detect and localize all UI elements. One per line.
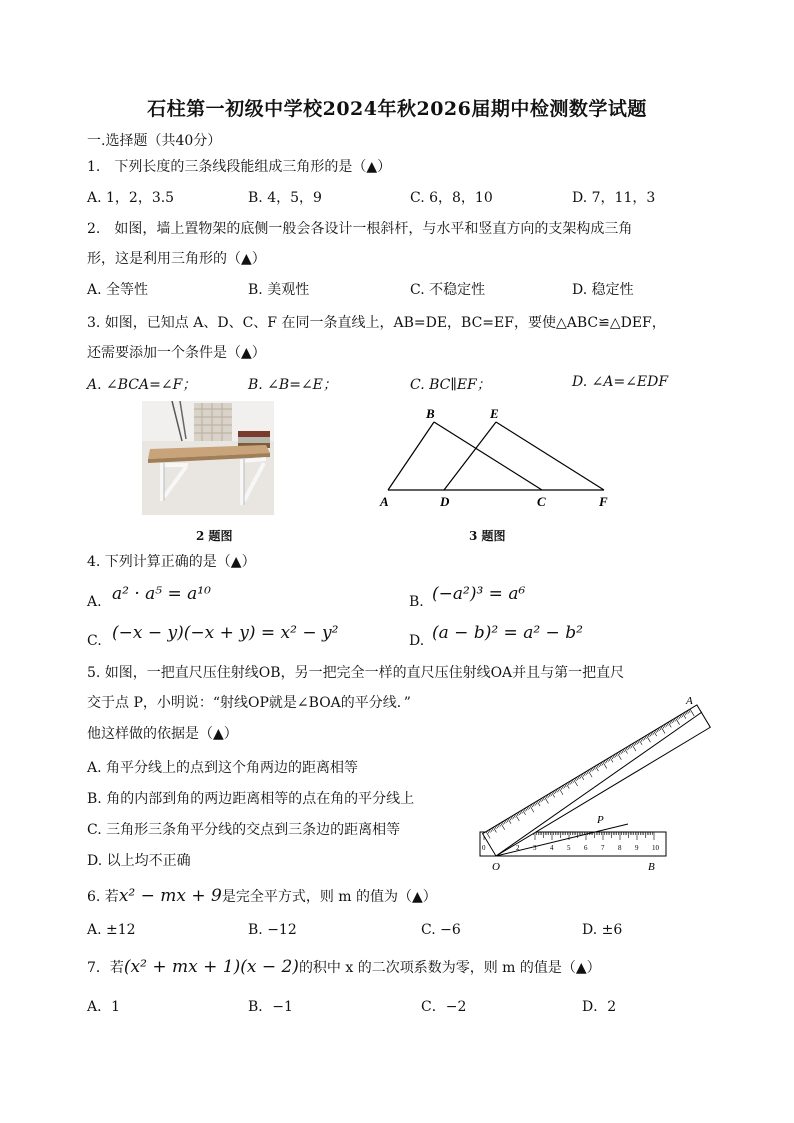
ruler-number: 4 bbox=[550, 844, 554, 852]
q1-option-b: B. 4，5，9 bbox=[248, 190, 322, 206]
figure-3-caption: 3 题图 bbox=[469, 529, 506, 543]
q2-option-b: B. 美观性 bbox=[248, 282, 310, 298]
ruler-number: 8 bbox=[618, 844, 622, 852]
q1-option-d: D. 7，11，3 bbox=[572, 190, 656, 206]
question-5-stem-line3: 他这样做的依据是（▲） bbox=[87, 726, 238, 742]
triangle-figure bbox=[374, 402, 624, 512]
q7-suffix: 的积中 x 的二次项系数为零，则 m 的值是（▲） bbox=[298, 960, 601, 976]
q3-option-c: C. BC∥EF； bbox=[410, 377, 491, 393]
question-2-stem-line2: 形，这是利用三角形的（▲） bbox=[87, 251, 266, 267]
figure-2-caption: 2 题图 bbox=[196, 529, 233, 543]
q7-prefix: 7．若 bbox=[87, 960, 124, 976]
question-4-stem: 4. 下列计算正确的是（▲） bbox=[87, 554, 256, 570]
q3-option-b: B. ∠B=∠E； bbox=[248, 377, 337, 393]
q4-option-a-label: A. bbox=[87, 594, 102, 610]
q7-option-d: D．2 bbox=[582, 999, 617, 1015]
q7-option-c: C．−2 bbox=[421, 999, 467, 1015]
label-d: D bbox=[440, 494, 450, 509]
ruler-label-o: O bbox=[492, 861, 500, 873]
question-5-stem-line2: 交于点 P，小明说：“射线OP就是∠BOA的平分线．” bbox=[87, 695, 411, 711]
label-a: A bbox=[380, 494, 389, 509]
label-e: E bbox=[490, 406, 499, 421]
question-6-stem bbox=[87, 886, 437, 906]
q4-option-c-label: C. bbox=[87, 633, 102, 649]
ruler-label-p: P bbox=[597, 814, 604, 826]
q5-option-b: B. 角的内部到角的两边距离相等的点在角的平分线上 bbox=[87, 791, 415, 807]
q2-option-c: C. 不稳定性 bbox=[410, 282, 486, 298]
q3-option-a: A. ∠BCA=∠F； bbox=[87, 377, 197, 393]
page-title: 石柱第一初级中学校2024年秋2026届期中检测数学试题 bbox=[147, 98, 647, 120]
q7-option-a: A．1 bbox=[87, 999, 121, 1015]
label-c: C bbox=[537, 494, 546, 509]
q4-option-d-expression: (a − b)² = a² − b² bbox=[432, 623, 583, 643]
question-2-stem-line1: 2. 如图，墙上置物架的底侧一般会各设计一根斜杆，与水平和竖直方向的支架构成三角 bbox=[87, 221, 633, 237]
q6-option-d: D. ±6 bbox=[582, 922, 623, 938]
q1-option-c: C. 6，8，10 bbox=[410, 190, 493, 206]
label-b: B bbox=[426, 406, 435, 421]
ruler-number: 10 bbox=[652, 844, 659, 852]
question-1-stem: 1. 下列长度的三条线段能组成三角形的是（▲） bbox=[87, 159, 392, 175]
question-3-stem-line2: 还需要添加一个条件是（▲） bbox=[87, 345, 266, 361]
q2-option-d: D. 稳定性 bbox=[572, 282, 634, 298]
ruler-number: 5 bbox=[567, 844, 571, 852]
question-3-stem-line1: 3. 如图，已知点 A、D、C、F 在同一条直线上，AB=DE，BC=EF，要使△ABC≌△DEF， bbox=[87, 315, 666, 331]
ruler-number: 2 bbox=[516, 844, 520, 852]
q4-option-a-expression: a² · a⁵ = a¹⁰ bbox=[112, 584, 211, 604]
ruler-number: 9 bbox=[635, 844, 639, 852]
q4-option-c-expression: (−x − y)(−x + y) = x² − y² bbox=[112, 623, 339, 643]
question-7-stem bbox=[87, 957, 601, 977]
ruler-label-b: B bbox=[648, 861, 655, 873]
q3-option-d: D. ∠A=∠EDF bbox=[572, 374, 669, 390]
ruler-number: 3 bbox=[533, 844, 537, 852]
ruler-label-a: A bbox=[686, 695, 693, 707]
q5-option-c: C. 三角形三条角平分线的交点到三条边的距离相等 bbox=[87, 822, 401, 838]
section-heading: 一.选择题（共40分） bbox=[87, 133, 222, 149]
ruler-number: 0 bbox=[482, 844, 486, 852]
q6-suffix: 是完全平方式，则 m 的值为（▲） bbox=[221, 889, 437, 905]
ruler-number: 6 bbox=[584, 844, 588, 852]
label-f: F bbox=[599, 494, 608, 509]
q2-option-a: A. 全等性 bbox=[87, 282, 149, 298]
q6-option-b: B. −12 bbox=[248, 922, 297, 938]
q1-option-a: A. 1，2，3.5 bbox=[87, 190, 175, 206]
q7-option-b: B．−1 bbox=[248, 999, 293, 1015]
q4-option-b-expression: (−a²)³ = a⁶ bbox=[432, 584, 526, 604]
q5-option-d: D. 以上均不正确 bbox=[87, 853, 191, 869]
q7-expression: (x² + mx + 1)(x − 2) bbox=[123, 957, 299, 977]
question-5-stem-line1: 5. 如图，一把直尺压住射线OB，另一把完全一样的直尺压住射线OA并且与第一把直尺 bbox=[87, 665, 625, 681]
ruler-number: 7 bbox=[601, 844, 605, 852]
q4-option-d-label: D. bbox=[409, 633, 425, 649]
ruler-figure bbox=[476, 690, 728, 876]
q6-option-a: A. ±12 bbox=[87, 922, 136, 938]
q6-option-c: C. −6 bbox=[421, 922, 461, 938]
shelf-photo bbox=[142, 401, 274, 515]
q6-prefix: 6. 若 bbox=[87, 889, 119, 905]
q5-option-a: A. 角平分线上的点到这个角两边的距离相等 bbox=[87, 760, 359, 776]
q4-option-b-label: B. bbox=[409, 594, 424, 610]
q6-expression: x² − mx + 9 bbox=[118, 886, 222, 906]
